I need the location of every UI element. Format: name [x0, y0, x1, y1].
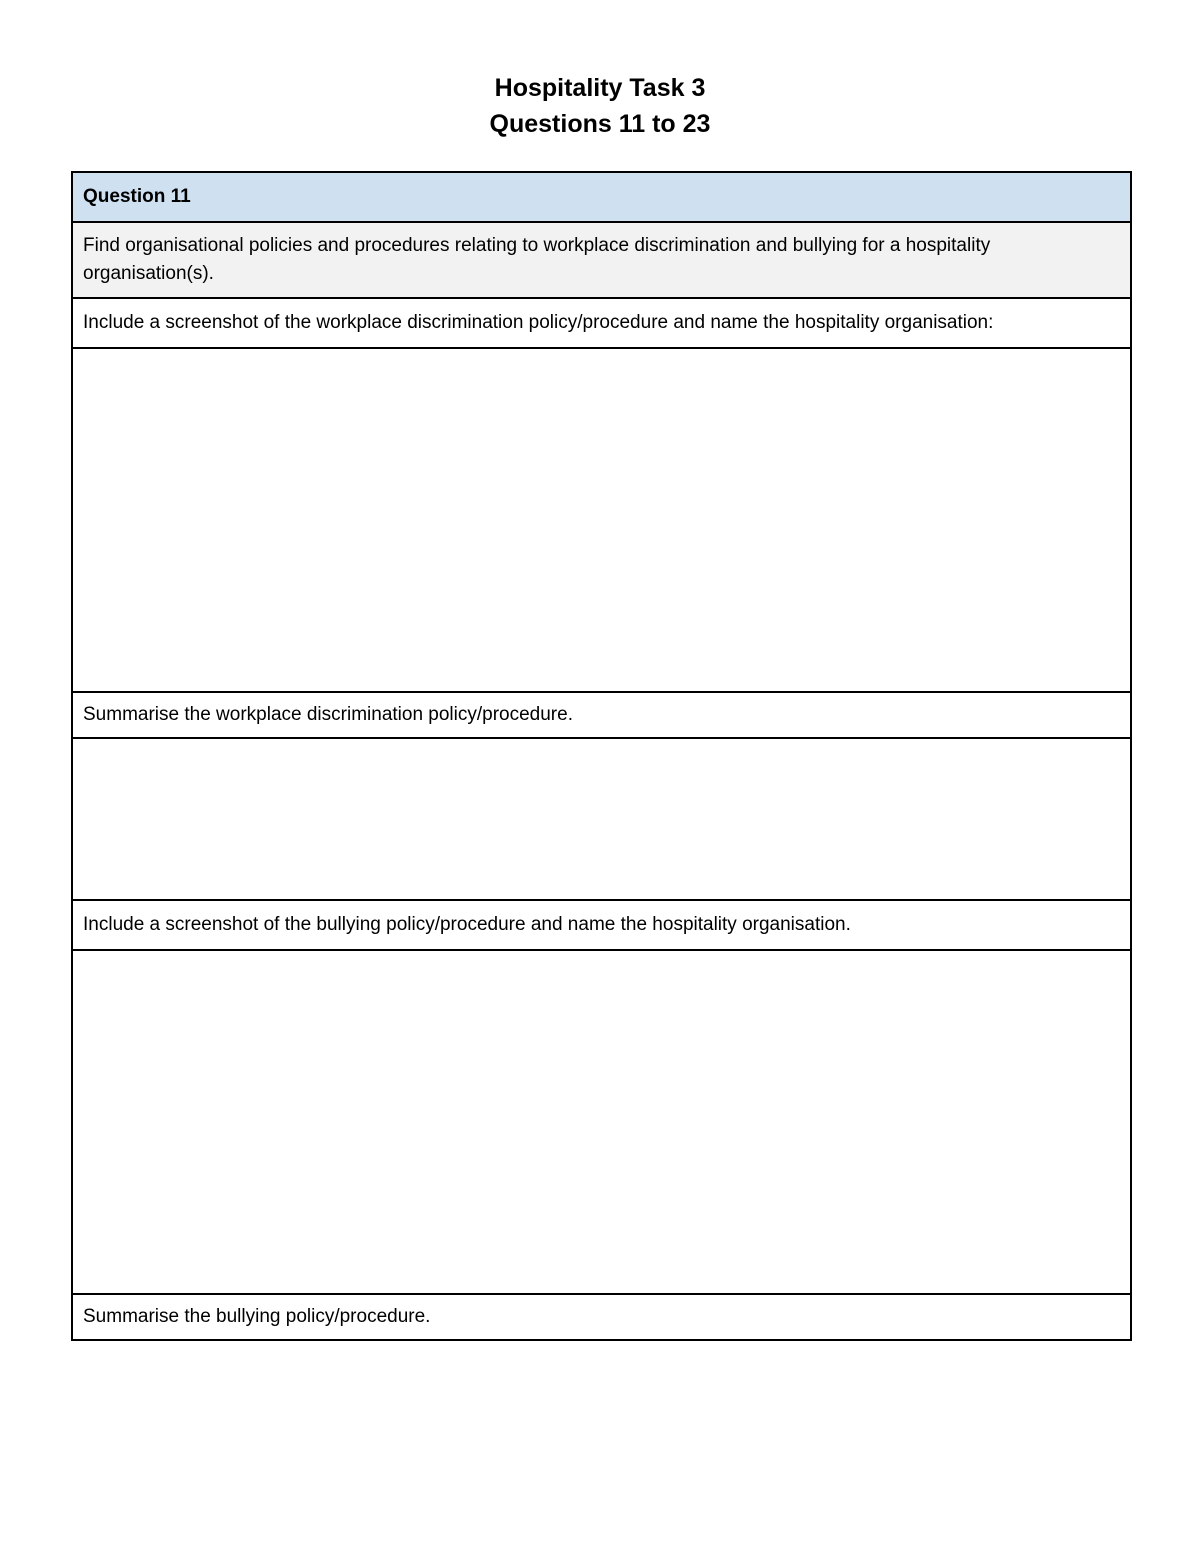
answer-box-discrimination-summary[interactable] [72, 738, 1131, 900]
page-title [0, 70, 1200, 142]
title-line-1: Hospitality Task 3 [494, 74, 706, 102]
question-instruction: Find organisational policies and procedures relating to workplace discrimination and bullying for a hospitality organisation(s). [72, 222, 1131, 298]
question-header-row [72, 172, 1131, 222]
question-table [71, 171, 1132, 1341]
prompt-bullying-summary: Summarise the bullying policy/procedure. [72, 1294, 1131, 1340]
prompt-bullying-screenshot: Include a screenshot of the bullying policy/procedure and name the hospitality organisation. [72, 900, 1131, 950]
answer-box-bullying-screenshot[interactable] [72, 950, 1131, 1294]
prompt-row [72, 1294, 1131, 1340]
prompt-row [72, 692, 1131, 738]
question-heading: Question 11 [72, 172, 1131, 222]
answer-row [72, 950, 1131, 1294]
prompt-discrimination-summary: Summarise the workplace discrimination policy/procedure. [72, 692, 1131, 738]
prompt-discrimination-screenshot: Include a screenshot of the workplace discrimination policy/procedure and name the hospitality organisation: [72, 298, 1131, 348]
title-line-2: Questions 11 to 23 [489, 110, 711, 138]
instruction-row [72, 222, 1131, 298]
answer-row [72, 738, 1131, 900]
answer-row [72, 348, 1131, 692]
prompt-row [72, 298, 1131, 348]
answer-box-discrimination-screenshot[interactable] [72, 348, 1131, 692]
prompt-row [72, 900, 1131, 950]
